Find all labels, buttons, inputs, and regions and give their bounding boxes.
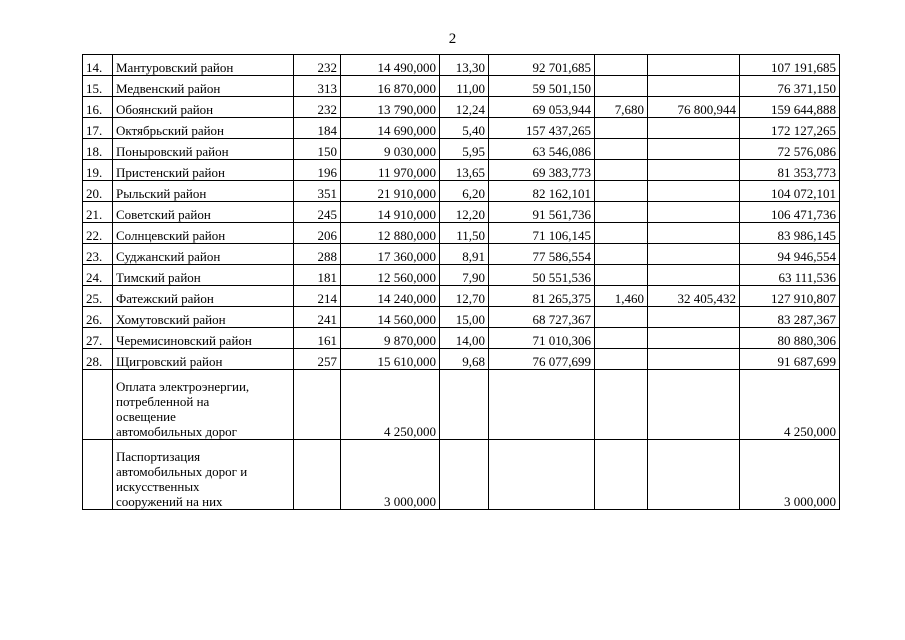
subsidy-cell: 157 437,265 xyxy=(489,118,595,139)
count-cell: 245 xyxy=(294,202,341,223)
amount-cell: 16 870,000 xyxy=(341,76,440,97)
total-cell: 72 576,086 xyxy=(740,139,840,160)
count-cell: 351 xyxy=(294,181,341,202)
extra-rate-cell xyxy=(595,139,648,160)
subsidy-cell: 82 162,101 xyxy=(489,181,595,202)
extra-rate-cell xyxy=(595,349,648,370)
subsidy-cell: 92 701,685 xyxy=(489,55,595,76)
extra-rate-cell xyxy=(595,223,648,244)
table-row xyxy=(83,139,840,160)
row-index: 23. xyxy=(83,244,113,265)
rate-cell: 5,95 xyxy=(440,139,489,160)
amount-cell: 13 790,000 xyxy=(341,97,440,118)
table-row xyxy=(83,97,840,118)
extra-amount-cell xyxy=(648,349,740,370)
amount-cell: 9 030,000 xyxy=(341,139,440,160)
district-name: Пристенский район xyxy=(113,160,294,181)
table-row xyxy=(83,160,840,181)
extra-rate-cell xyxy=(595,307,648,328)
district-name: Медвенский район xyxy=(113,76,294,97)
rate-cell: 9,68 xyxy=(440,349,489,370)
rate-cell: 12,70 xyxy=(440,286,489,307)
rate-cell: 15,00 xyxy=(440,307,489,328)
expense-description xyxy=(113,370,294,440)
rate-cell xyxy=(440,370,489,440)
extra-rate-cell: 7,680 xyxy=(595,97,648,118)
subsidy-cell: 50 551,536 xyxy=(489,265,595,286)
extra-amount-cell xyxy=(648,223,740,244)
row-index: 17. xyxy=(83,118,113,139)
extra-rate-cell xyxy=(595,181,648,202)
subsidy-cell: 81 265,375 xyxy=(489,286,595,307)
subsidy-cell: 59 501,150 xyxy=(489,76,595,97)
row-index: 14. xyxy=(83,55,113,76)
amount-cell: 15 610,000 xyxy=(341,349,440,370)
extra-amount-cell xyxy=(648,244,740,265)
count-cell: 196 xyxy=(294,160,341,181)
extra-rate-cell xyxy=(595,76,648,97)
table-row xyxy=(83,244,840,265)
extra-amount-cell xyxy=(648,307,740,328)
district-name: Мантуровский район xyxy=(113,55,294,76)
rate-cell: 13,30 xyxy=(440,55,489,76)
extra-rate-cell xyxy=(595,118,648,139)
district-name: Поныровский район xyxy=(113,139,294,160)
page-number: 2 xyxy=(448,31,457,47)
total-cell: 4 250,000 xyxy=(740,370,840,440)
row-index: 22. xyxy=(83,223,113,244)
subsidy-cell: 69 053,944 xyxy=(489,97,595,118)
row-index: 21. xyxy=(83,202,113,223)
count-cell xyxy=(294,370,341,440)
table-row xyxy=(83,307,840,328)
subsidy-cell: 63 546,086 xyxy=(489,139,595,160)
count-cell: 257 xyxy=(294,349,341,370)
amount-cell: 3 000,000 xyxy=(341,440,440,510)
total-cell: 91 687,699 xyxy=(740,349,840,370)
rate-cell: 14,00 xyxy=(440,328,489,349)
rate-cell: 12,20 xyxy=(440,202,489,223)
count-cell: 232 xyxy=(294,55,341,76)
extra-amount-cell xyxy=(648,328,740,349)
amount-cell: 14 690,000 xyxy=(341,118,440,139)
count-cell: 161 xyxy=(294,328,341,349)
district-name: Рыльский район xyxy=(113,181,294,202)
table-row xyxy=(83,76,840,97)
subsidy-cell: 76 077,699 xyxy=(489,349,595,370)
table-row xyxy=(83,265,840,286)
count-cell: 184 xyxy=(294,118,341,139)
district-budget-table xyxy=(82,54,840,510)
expense-description-text: Оплата электроэнергии, потребленной на освещение автомобильных дорог xyxy=(116,379,250,439)
rate-cell xyxy=(440,440,489,510)
total-cell: 159 644,888 xyxy=(740,97,840,118)
rate-cell: 8,91 xyxy=(440,244,489,265)
total-cell: 104 072,101 xyxy=(740,181,840,202)
subsidy-cell: 77 586,554 xyxy=(489,244,595,265)
extra-amount-cell xyxy=(648,55,740,76)
count-cell: 232 xyxy=(294,97,341,118)
total-cell: 80 880,306 xyxy=(740,328,840,349)
table-row xyxy=(83,349,840,370)
count-cell: 214 xyxy=(294,286,341,307)
total-cell: 106 471,736 xyxy=(740,202,840,223)
total-cell: 76 371,150 xyxy=(740,76,840,97)
amount-cell: 14 240,000 xyxy=(341,286,440,307)
table-row xyxy=(83,55,840,76)
district-name: Обоянский район xyxy=(113,97,294,118)
row-index: 25. xyxy=(83,286,113,307)
extra-amount-cell xyxy=(648,181,740,202)
amount-cell: 14 560,000 xyxy=(341,307,440,328)
district-name: Суджанский район xyxy=(113,244,294,265)
amount-cell: 12 880,000 xyxy=(341,223,440,244)
extra-amount-cell xyxy=(648,160,740,181)
extra-amount-cell xyxy=(648,118,740,139)
extra-amount-cell xyxy=(648,265,740,286)
count-cell: 313 xyxy=(294,76,341,97)
total-cell: 83 986,145 xyxy=(740,223,840,244)
extra-rate-cell xyxy=(595,328,648,349)
count-cell: 181 xyxy=(294,265,341,286)
rate-cell: 13,65 xyxy=(440,160,489,181)
count-cell: 206 xyxy=(294,223,341,244)
district-name: Щигровский район xyxy=(113,349,294,370)
row-index: 20. xyxy=(83,181,113,202)
subsidy-cell: 71 010,306 xyxy=(489,328,595,349)
rate-cell: 7,90 xyxy=(440,265,489,286)
row-index xyxy=(83,370,113,440)
total-cell: 172 127,265 xyxy=(740,118,840,139)
count-cell: 241 xyxy=(294,307,341,328)
extra-rate-cell xyxy=(595,202,648,223)
rate-cell: 11,50 xyxy=(440,223,489,244)
extra-amount-cell xyxy=(648,202,740,223)
extra-amount-cell xyxy=(648,370,740,440)
table-row xyxy=(83,202,840,223)
table-row xyxy=(83,223,840,244)
amount-cell: 14 910,000 xyxy=(341,202,440,223)
table-row xyxy=(83,328,840,349)
rate-cell: 6,20 xyxy=(440,181,489,202)
extra-amount-cell xyxy=(648,440,740,510)
subsidy-cell xyxy=(489,440,595,510)
total-cell: 107 191,685 xyxy=(740,55,840,76)
row-index: 27. xyxy=(83,328,113,349)
amount-cell: 17 360,000 xyxy=(341,244,440,265)
rate-cell: 11,00 xyxy=(440,76,489,97)
district-name: Фатежский район xyxy=(113,286,294,307)
amount-cell: 14 490,000 xyxy=(341,55,440,76)
extra-amount-cell xyxy=(648,139,740,160)
district-name: Хомутовский район xyxy=(113,307,294,328)
total-cell: 127 910,807 xyxy=(740,286,840,307)
table-body xyxy=(83,55,840,510)
amount-cell: 11 970,000 xyxy=(341,160,440,181)
extra-amount-cell: 32 405,432 xyxy=(648,286,740,307)
total-cell: 83 287,367 xyxy=(740,307,840,328)
subsidy-cell: 71 106,145 xyxy=(489,223,595,244)
extra-amount-cell: 76 800,944 xyxy=(648,97,740,118)
rate-cell: 12,24 xyxy=(440,97,489,118)
row-index: 28. xyxy=(83,349,113,370)
subsidy-cell: 69 383,773 xyxy=(489,160,595,181)
amount-cell: 12 560,000 xyxy=(341,265,440,286)
table-row xyxy=(83,118,840,139)
count-cell: 150 xyxy=(294,139,341,160)
row-index: 24. xyxy=(83,265,113,286)
total-cell: 3 000,000 xyxy=(740,440,840,510)
row-index: 16. xyxy=(83,97,113,118)
row-index: 19. xyxy=(83,160,113,181)
row-index xyxy=(83,440,113,510)
district-name: Октябрьский район xyxy=(113,118,294,139)
district-name: Черемисиновский район xyxy=(113,328,294,349)
table-row-extra xyxy=(83,370,840,440)
district-name: Солнцевский район xyxy=(113,223,294,244)
extra-rate-cell: 1,460 xyxy=(595,286,648,307)
total-cell: 63 111,536 xyxy=(740,265,840,286)
count-cell xyxy=(294,440,341,510)
extra-amount-cell xyxy=(648,76,740,97)
extra-rate-cell xyxy=(595,55,648,76)
extra-rate-cell xyxy=(595,370,648,440)
expense-description xyxy=(113,440,294,510)
row-index: 15. xyxy=(83,76,113,97)
row-index: 26. xyxy=(83,307,113,328)
subsidy-cell xyxy=(489,370,595,440)
row-index: 18. xyxy=(83,139,113,160)
amount-cell: 21 910,000 xyxy=(341,181,440,202)
expense-description-text: Паспортизация автомобильных дорог и искусственных сооружений на них xyxy=(116,449,248,509)
extra-rate-cell xyxy=(595,160,648,181)
count-cell: 288 xyxy=(294,244,341,265)
table-row-extra xyxy=(83,440,840,510)
extra-rate-cell xyxy=(595,265,648,286)
total-cell: 94 946,554 xyxy=(740,244,840,265)
total-cell: 81 353,773 xyxy=(740,160,840,181)
extra-rate-cell xyxy=(595,440,648,510)
table-row xyxy=(83,286,840,307)
amount-cell: 4 250,000 xyxy=(341,370,440,440)
amount-cell: 9 870,000 xyxy=(341,328,440,349)
subsidy-cell: 91 561,736 xyxy=(489,202,595,223)
subsidy-cell: 68 727,367 xyxy=(489,307,595,328)
extra-rate-cell xyxy=(595,244,648,265)
district-name: Советский район xyxy=(113,202,294,223)
rate-cell: 5,40 xyxy=(440,118,489,139)
table-row xyxy=(83,181,840,202)
district-name: Тимский район xyxy=(113,265,294,286)
